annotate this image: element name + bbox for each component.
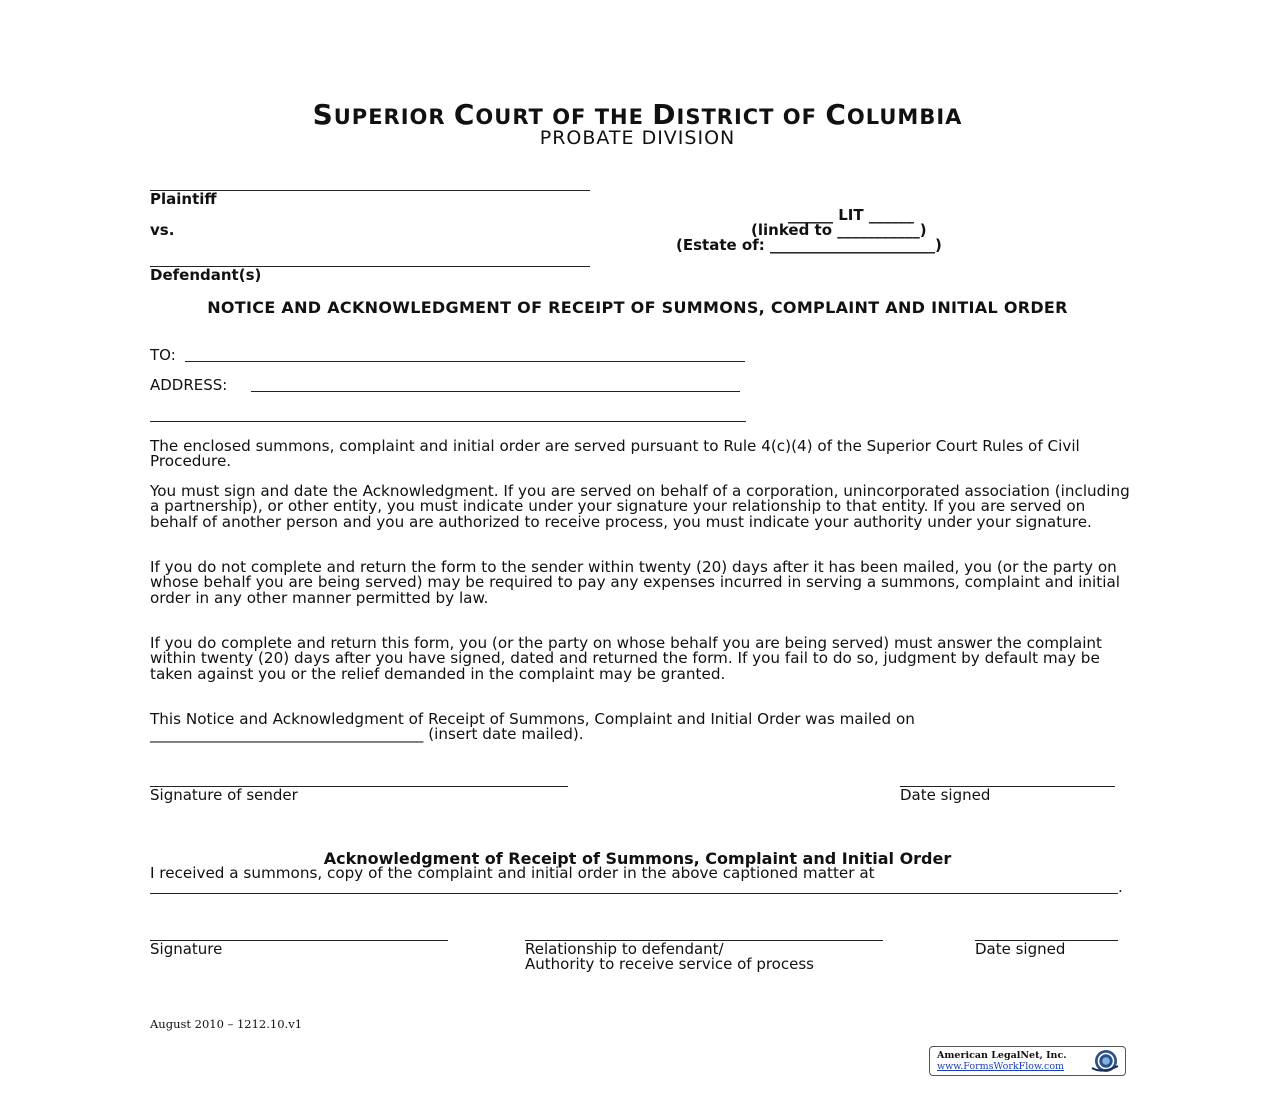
court-title-part3: ISTRICT OF: [676, 105, 826, 129]
court-title-part1: UPERIOR: [333, 105, 454, 129]
ack-signature-label: Signature: [150, 940, 223, 958]
linked-to-field[interactable]: (linked to ___________): [751, 221, 927, 239]
address-label: ADDRESS:: [150, 376, 228, 394]
court-title-s: S: [312, 98, 334, 131]
court-title-c: C: [453, 98, 476, 131]
ack-date-signed-label: Date signed: [975, 940, 1066, 958]
mailed-on-text: This Notice and Acknowledgment of Receipt of Summons, Complaint and Initial Order was mailed on: [150, 710, 915, 728]
publisher-name: American LegalNet, Inc.: [937, 1050, 1067, 1061]
court-title-part2: OURT OF THE: [475, 105, 653, 129]
plaintiff-label: Plaintiff: [150, 190, 217, 208]
to-field[interactable]: [185, 361, 745, 362]
acknowledgment-title: Acknowledgment of Receipt of Summons, Complaint and Initial Order: [323, 849, 952, 868]
estate-of-field[interactable]: (Estate of: ______________________): [676, 236, 942, 254]
authority-label: Authority to receive service of process: [525, 955, 814, 973]
publisher-logo[interactable]: [929, 1046, 1126, 1076]
defendant-label: Defendant(s): [150, 266, 262, 284]
received-period: .: [1118, 878, 1123, 896]
relationship-label: Relationship to defendant/: [525, 940, 724, 958]
address-field-line2[interactable]: [150, 421, 746, 422]
form-version: August 2010 – 1212.10.v1: [150, 1017, 303, 1031]
court-title-c2: C: [825, 98, 847, 131]
publisher-url[interactable]: www.FormsWorkFlow.com: [937, 1061, 1065, 1072]
notice-title: NOTICE AND ACKNOWLEDGMENT OF RECEIPT OF SUMMONS, COMPLAINT AND INITIAL ORDER: [207, 298, 1068, 317]
globe-icon: [1088, 1048, 1122, 1074]
vs-label: vs.: [150, 221, 175, 239]
paragraph-failure: If you do not complete and return the form to the sender within twenty (20) days after it has been mailed, you (or the party on whose behalf you are being served) may be required to pay any expenses incurred in serving a summons, complaint and initial order in any other manner permitted by law.: [150, 558, 1120, 607]
sender-date-signed-label: Date signed: [900, 786, 991, 804]
court-title-d: D: [652, 98, 677, 131]
received-location-field[interactable]: [150, 893, 1118, 894]
received-text: I received a summons, copy of the complaint and initial order in the above captioned matter at: [150, 864, 875, 882]
lit-number-field[interactable]: ______ LIT ______: [788, 206, 914, 224]
paragraph-rule: The enclosed summons, complaint and initial order are served pursuant to Rule 4(c)(4) of the Superior Court Rules of Civil Procedure.: [150, 437, 1080, 471]
date-mailed-field[interactable]: ____________________________________ (insert date mailed).: [150, 725, 584, 743]
signature-of-sender-label: Signature of sender: [150, 786, 298, 804]
paragraph-answer: If you do complete and return this form, you (or the party on whose behalf you are being served) must answer the complaint within twenty (20) days after you have signed, dated and returned the form. If you fail to do so, judgment by default may be taken against you or the relief demanded in the complaint may be granted.: [150, 634, 1102, 683]
address-field[interactable]: [251, 391, 740, 392]
paragraph-instructions: You must sign and date the Acknowledgment. If you are served on behalf of a corporation, unincorporated association (including a partnership), or other entity, you must indicate under your signature your relationship to that entity. If you are served on behalf of another person and you are authorized to receive process, you must indicate your authority under your signature.: [150, 482, 1130, 531]
division-title: PROBATE DIVISION: [539, 127, 736, 149]
court-title-part4: OLUMBIA: [846, 105, 963, 129]
to-label: TO:: [150, 346, 176, 364]
